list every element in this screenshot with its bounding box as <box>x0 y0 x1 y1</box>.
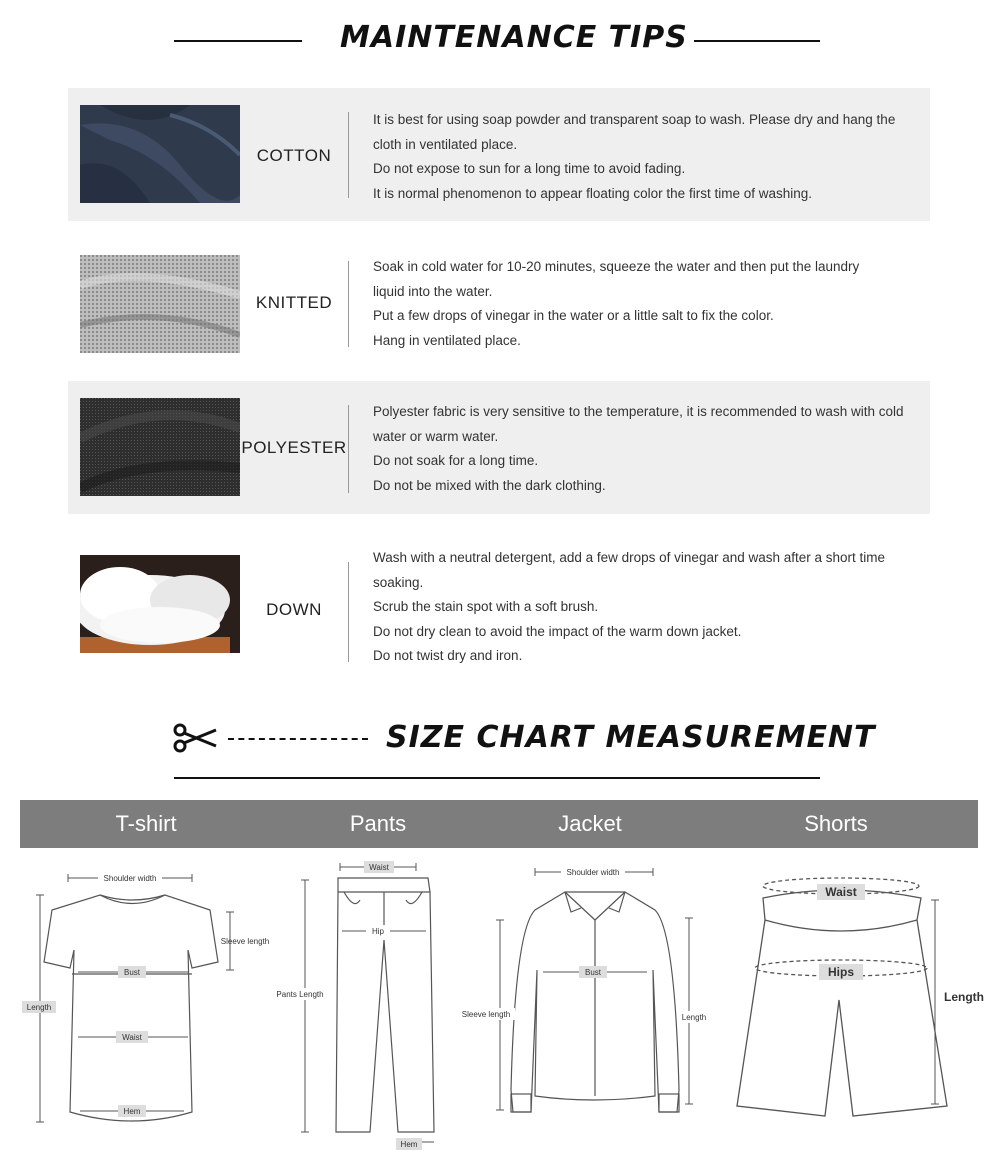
jacket-length-label: Length <box>681 1013 707 1022</box>
tshirt-diagram <box>20 850 270 1160</box>
category-tshirt: T-shirt <box>115 811 177 836</box>
tip-line: soaking. <box>373 574 424 590</box>
knitted-image <box>80 255 240 353</box>
cut-line <box>228 738 368 740</box>
tshirt-bust-label: Bust <box>123 968 141 977</box>
jacket-sleeve-label: Sleeve length <box>461 1010 511 1019</box>
down-tips <box>373 546 922 669</box>
fabric-name-knitted: KNITTED <box>255 293 333 312</box>
size-chart-rule <box>174 777 820 779</box>
tshirt-shoulder-label: Shoulder width <box>103 874 157 883</box>
row-divider <box>348 261 349 347</box>
down-image <box>80 555 240 653</box>
jacket-bust-label: Bust <box>584 968 602 977</box>
tip-line: It is normal phenomenon to appear floating color the first time of washing. <box>373 185 812 201</box>
fabric-row-down <box>68 536 930 676</box>
pants-waist-label: Waist <box>369 863 389 872</box>
jacket-shoulder-label: Shoulder width <box>566 868 620 877</box>
tip-line: Put a few drops of vinegar in the water or a little salt to fix the color. <box>373 308 774 324</box>
polyester-tips <box>373 400 922 498</box>
tshirt-length-label: Length <box>26 1003 52 1012</box>
knitted-tips <box>373 255 922 353</box>
tip-line: Soak in cold water for 10-20 minutes, squeeze the water and then put the laundry <box>373 259 860 274</box>
fabric-name-cotton: COTTON <box>256 146 332 165</box>
row-divider <box>348 562 349 662</box>
tip-line: water or warm water. <box>373 428 499 444</box>
header-rule-right <box>694 40 820 42</box>
tip-line: liquid into the water. <box>373 283 493 299</box>
tip-line: It is best for using soap powder and transparent soap to wash. Please dry and hang the <box>373 112 896 127</box>
fabric-row-knitted <box>68 236 930 369</box>
pants-hem-label: Hem <box>400 1140 418 1149</box>
shorts-waist-label: Waist <box>825 885 857 899</box>
pants-diagram <box>270 850 470 1160</box>
pants-hip-label: Hip <box>371 927 385 936</box>
fabric-row-cotton <box>68 88 930 221</box>
row-divider <box>348 405 349 493</box>
shorts-length-label: Length <box>944 990 984 1004</box>
tip-line: Scrub the stain spot with a soft brush. <box>373 599 599 615</box>
tip-line: Do not be mixed with the dark clothing. <box>373 477 606 493</box>
tip-line: Do not expose to sun for a long time to avoid fading. <box>373 161 686 177</box>
fabric-name-polyester: POLYESTER <box>241 438 347 457</box>
tshirt-sleeve-label: Sleeve length <box>220 937 270 946</box>
size-chart-title: SIZE CHART MEASUREMENT <box>386 720 876 755</box>
fabric-name-down: DOWN <box>266 600 322 619</box>
size-category-bar <box>20 800 978 848</box>
jacket-diagram <box>455 850 725 1160</box>
cotton-image <box>80 105 240 203</box>
tip-line: Polyester fabric is very sensitive to the temperature, it is recommended to wash with cold <box>373 404 904 419</box>
tip-line: Do not dry clean to avoid the impact of the warm down jacket. <box>373 623 742 639</box>
pants-length-label: Pants Length <box>276 990 324 999</box>
tip-line: Do not soak for a long time. <box>373 453 539 469</box>
tshirt-hem-label: Hem <box>123 1107 141 1116</box>
category-shorts: Shorts <box>804 811 868 836</box>
tip-line: Wash with a neutral detergent, add a few drops of vinegar and wash after a short time <box>373 550 886 565</box>
shorts-diagram <box>725 850 995 1160</box>
cotton-tips <box>373 108 922 206</box>
tip-line: Do not twist dry and iron. <box>373 648 523 664</box>
tip-line: Hang in ventilated place. <box>373 332 521 348</box>
polyester-image <box>80 398 240 496</box>
category-pants: Pants <box>349 811 407 836</box>
header-rule-left <box>174 40 302 42</box>
shorts-hips-label: Hips <box>827 965 855 979</box>
tshirt-waist-label: Waist <box>122 1033 142 1042</box>
row-divider <box>348 112 349 198</box>
category-jacket: Jacket <box>558 811 622 836</box>
fabric-row-polyester <box>68 381 930 514</box>
scissors-icon <box>172 722 220 759</box>
tip-line: cloth in ventilated place. <box>373 136 518 152</box>
maintenance-title: MAINTENANCE TIPS <box>340 20 688 55</box>
